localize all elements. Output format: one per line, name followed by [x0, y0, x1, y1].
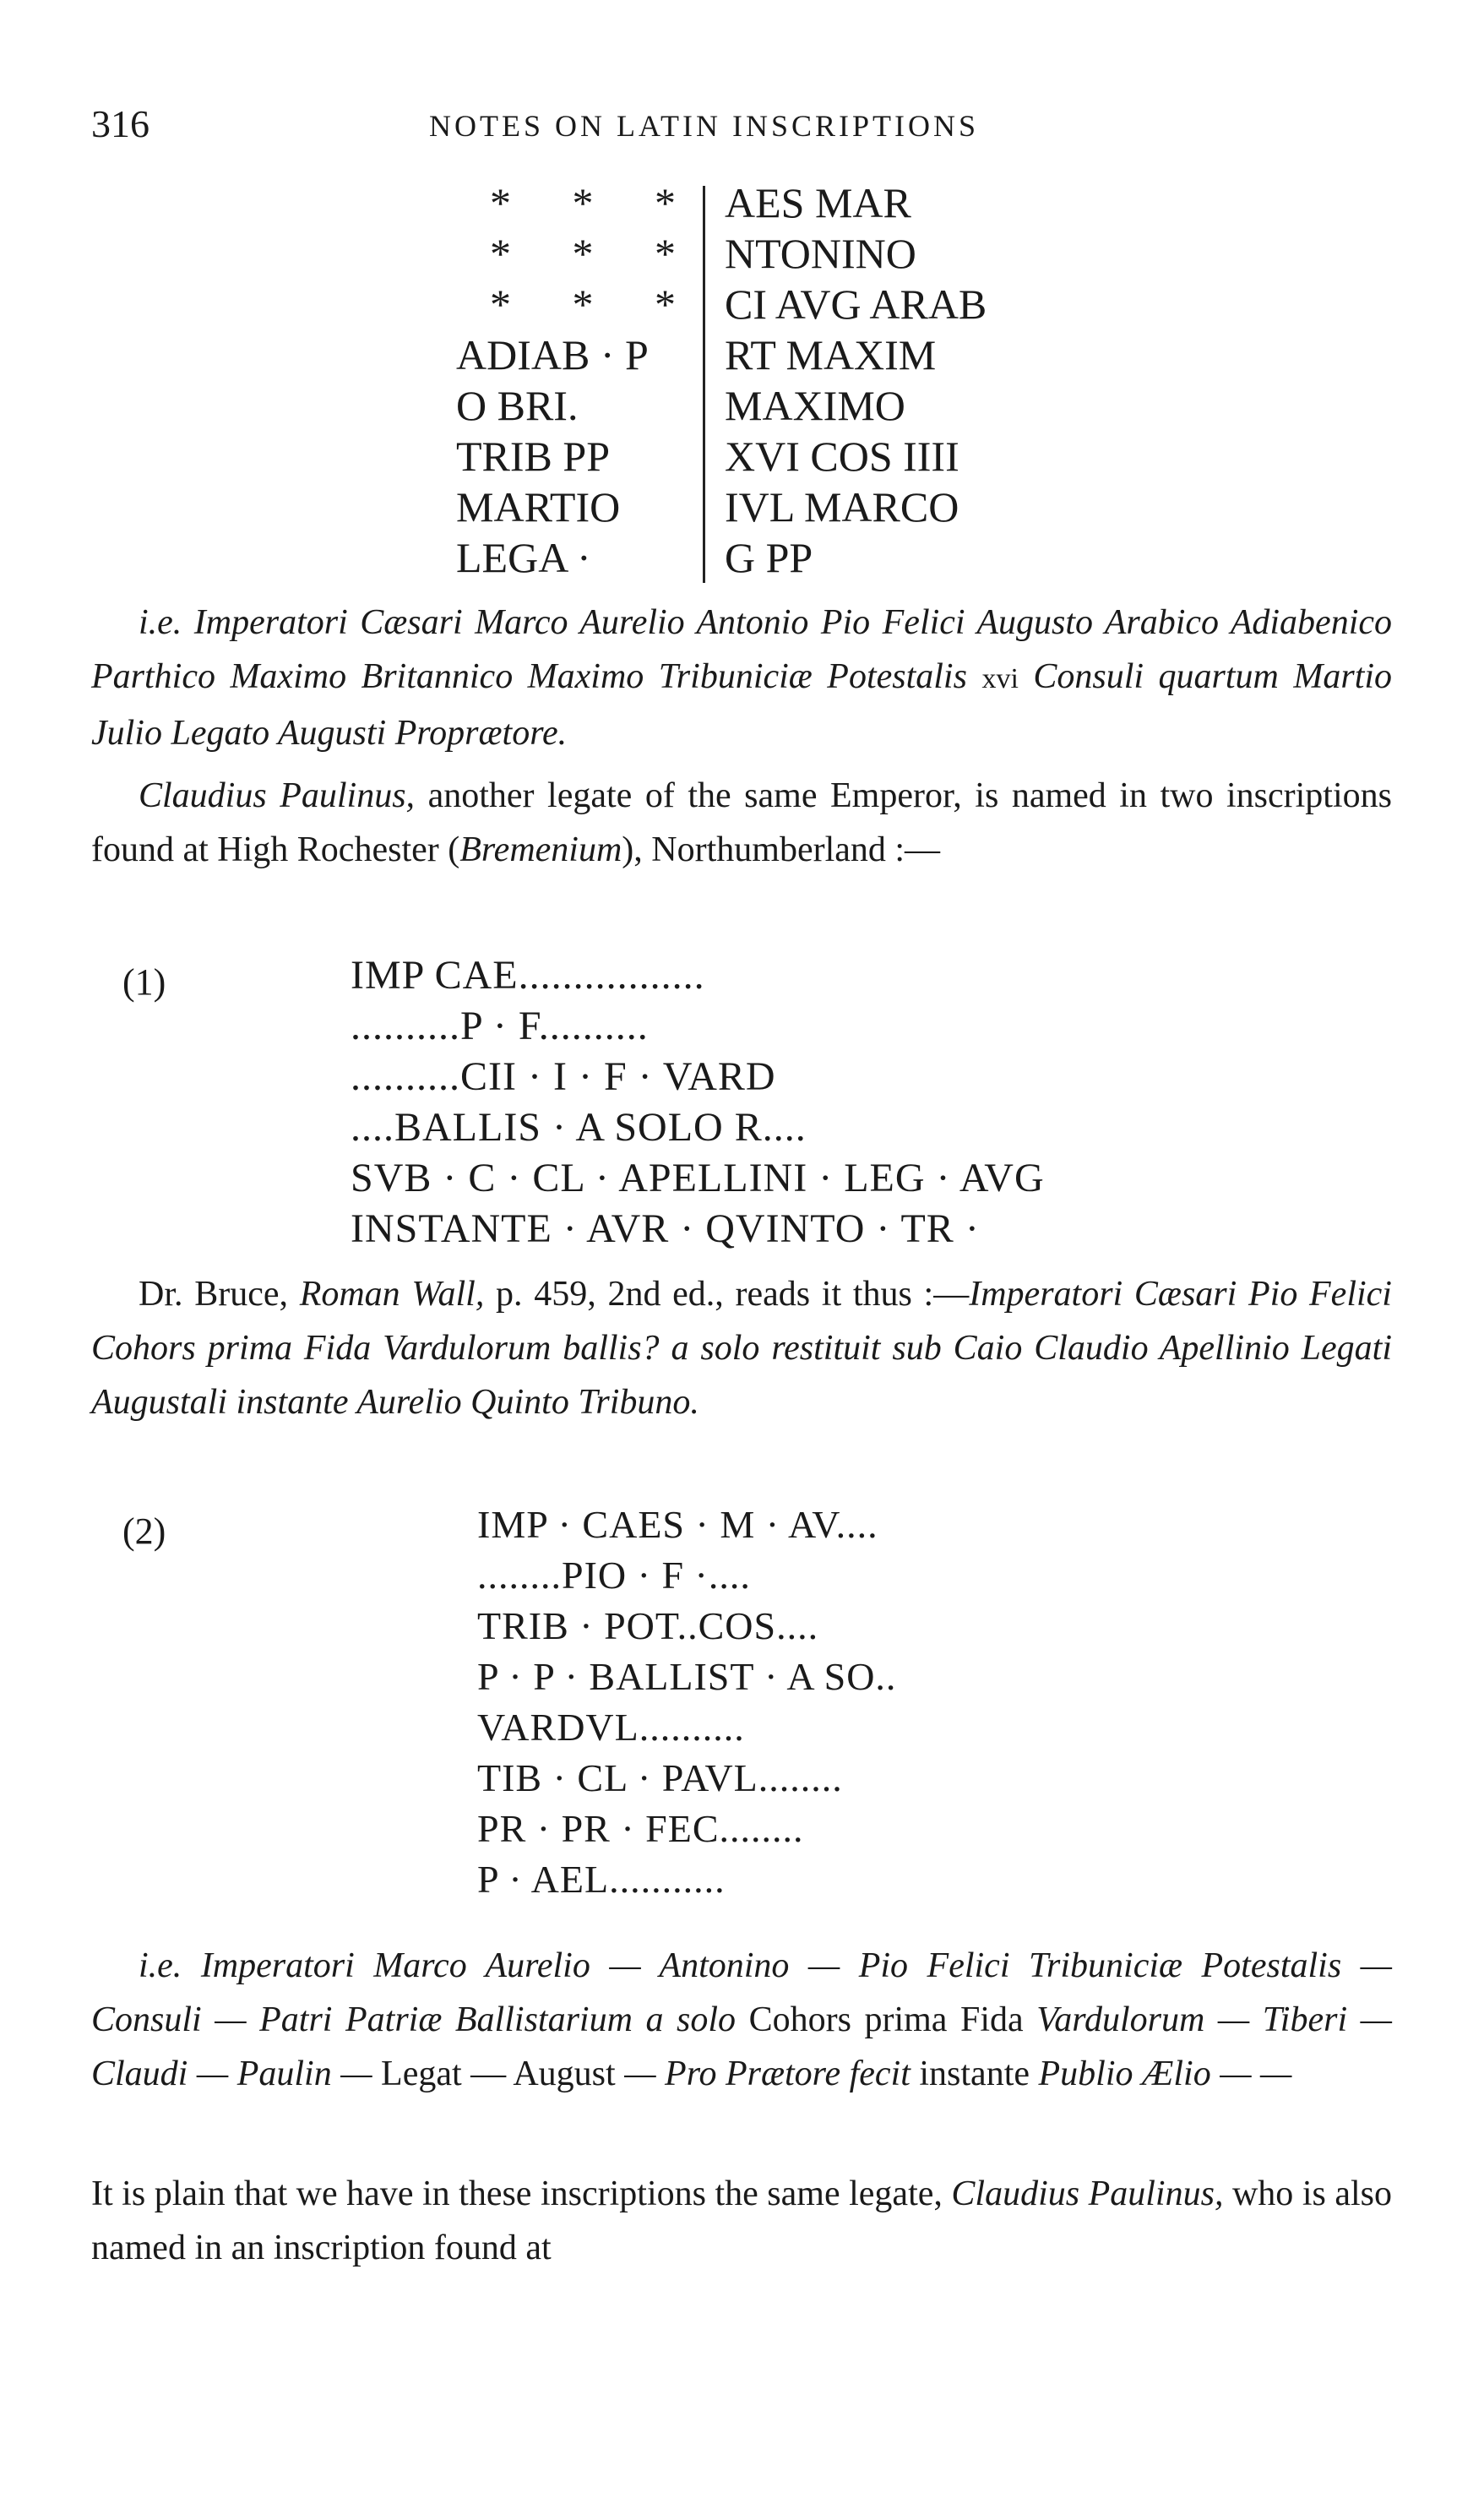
inscription-line: VARDVL.......... — [477, 1706, 745, 1749]
paragraph-text: another legate of the same Emperor, is named in two inscriptions found at High Rochester ( — [91, 776, 1392, 869]
ie-label: i.e. — [139, 603, 182, 642]
ie-expansion-text-2: Consuli quartum Martio Julio Legato Augusti Proprætore. — [91, 657, 1393, 753]
ie-expansion-text-3: — Pro Prætore fecit — [624, 2054, 911, 2093]
person-name: Claudius Paulinus, — [951, 2174, 1224, 2213]
inscription-line: P · P · BALLIST · A SO.. — [477, 1655, 897, 1698]
paragraph-text-2: ), Northumberland :— — [622, 830, 941, 869]
inscription-left-line: MARTIO — [456, 483, 621, 531]
inscription-left-line: * * * — [490, 179, 701, 226]
column-divider — [703, 186, 705, 583]
ie-expansion-2 — [91, 1939, 1392, 2101]
inscription-line: PR · PR · FEC........ — [477, 1807, 804, 1850]
ie-expansion-text-2: Vardulorum — Tiberi — Claudi — Paulin — — [91, 2000, 1393, 2093]
ie-expansion-text-4: Publio Ælio — — — [1038, 2054, 1292, 2093]
person-name: Claudius Paulinus, — [139, 776, 416, 815]
inscription-line: ........PIO · F ·.... — [477, 1554, 751, 1597]
paragraph-text-2: p. 459, 2nd ed., reads it thus :— — [496, 1275, 970, 1314]
inscription-right-line: IVL MARCO — [725, 483, 959, 531]
inscription-left-line: O BRI. — [456, 382, 579, 429]
paragraph-paulinus — [91, 769, 1392, 877]
inscription-left-line: TRIB PP — [456, 433, 611, 480]
inscription-right-line: CI AVG ARAB — [725, 280, 987, 328]
inscription-right-line: NTONINO — [725, 230, 916, 277]
inscription-left-line: ADIAB · P — [456, 331, 649, 378]
inscription-left-line: LEGA · — [456, 534, 591, 581]
ie-roman-text-2: Legat — August — [381, 2054, 616, 2093]
page-number: 316 — [91, 102, 149, 145]
inscription-line: ..........P · F.......... — [351, 1004, 649, 1048]
inscription-right-line: XVI COS IIII — [725, 433, 959, 480]
bruce-reading: Imperatori Cæsari Pio Felici Cohors prima Fida Vardulorum ballis? a solo restituit sub Caio Claudio Apellinio Legati Augustali instante Aurelio Quinto Tribuno. — [91, 1275, 1392, 1422]
inscription-left-column — [456, 177, 701, 583]
inscription-line: ..........CII · I · F · VARD — [351, 1054, 776, 1099]
inscription-number: (2) — [122, 1510, 166, 1552]
inscription-2-lines — [477, 1499, 896, 1905]
paragraph-text: Dr. Bruce, — [139, 1275, 288, 1314]
ie-expansion-text: Imperatori Cæsari Marco Aurelio Antonio Pio Felici Augusto Arabico Adiabenico Parthico Maximo Britannico Maximo Tribuniciæ Potestalis — [91, 603, 1393, 696]
inscription-line: P · AEL........... — [477, 1858, 726, 1901]
ie-label: i.e. — [139, 1946, 182, 1985]
inscription-line: SVB · C · CL · APELLINI · LEG · AVG — [351, 1156, 1045, 1200]
paragraph-text-2: who is also named in an inscription found at — [91, 2174, 1392, 2267]
inscription-left-line: * * * — [490, 280, 701, 328]
ie-roman-text-3: instante — [919, 2054, 1030, 2093]
inscription-left-line: * * * — [490, 230, 701, 277]
inscription-right-line: RT MAXIM — [725, 331, 937, 378]
place-name: Bremenium — [459, 830, 622, 869]
inscription-1-lines — [351, 950, 1045, 1254]
ie-roman-text: Cohors prima Fida — [748, 2000, 1024, 2039]
inscription-line: ....BALLIS · A SOLO R.... — [351, 1105, 807, 1150]
paragraph-bruce — [91, 1267, 1392, 1429]
inscription-line: TRIB · POT..COS.... — [477, 1604, 819, 1647]
inscription-line: IMP · CAES · M · AV.... — [477, 1503, 878, 1546]
running-title: NOTES ON LATIN INSCRIPTIONS — [429, 109, 980, 143]
book-title: Roman Wall, — [299, 1275, 485, 1314]
inscription-right-column — [725, 177, 987, 583]
inscription-number: (1) — [122, 961, 166, 1003]
inscription-line: IMP CAE................. — [351, 953, 705, 998]
inscription-right-line: AES MAR — [725, 179, 911, 226]
paragraph-text: It is plain that we have in these inscriptions the same legate, — [91, 2174, 943, 2213]
inscription-right-line: MAXIMO — [725, 382, 905, 429]
ie-expansion-text: Imperatori Marco Aurelio — Antonino — Pio Felici Tribuniciæ Potestalis — Consuli — Patri Patriæ Ballistarium a solo — [91, 1946, 1393, 2039]
ie-numeral: xvi — [981, 663, 1019, 694]
inscription-right-line: G PP — [725, 534, 813, 581]
inscription-line: INSTANTE · AVR · QVINTO · TR · — [351, 1206, 980, 1251]
paragraph-conclusion — [91, 2167, 1392, 2275]
ie-expansion-1 — [91, 596, 1392, 760]
page-header — [91, 101, 1392, 152]
inscription-line: TIB · CL · PAVL........ — [477, 1756, 843, 1799]
